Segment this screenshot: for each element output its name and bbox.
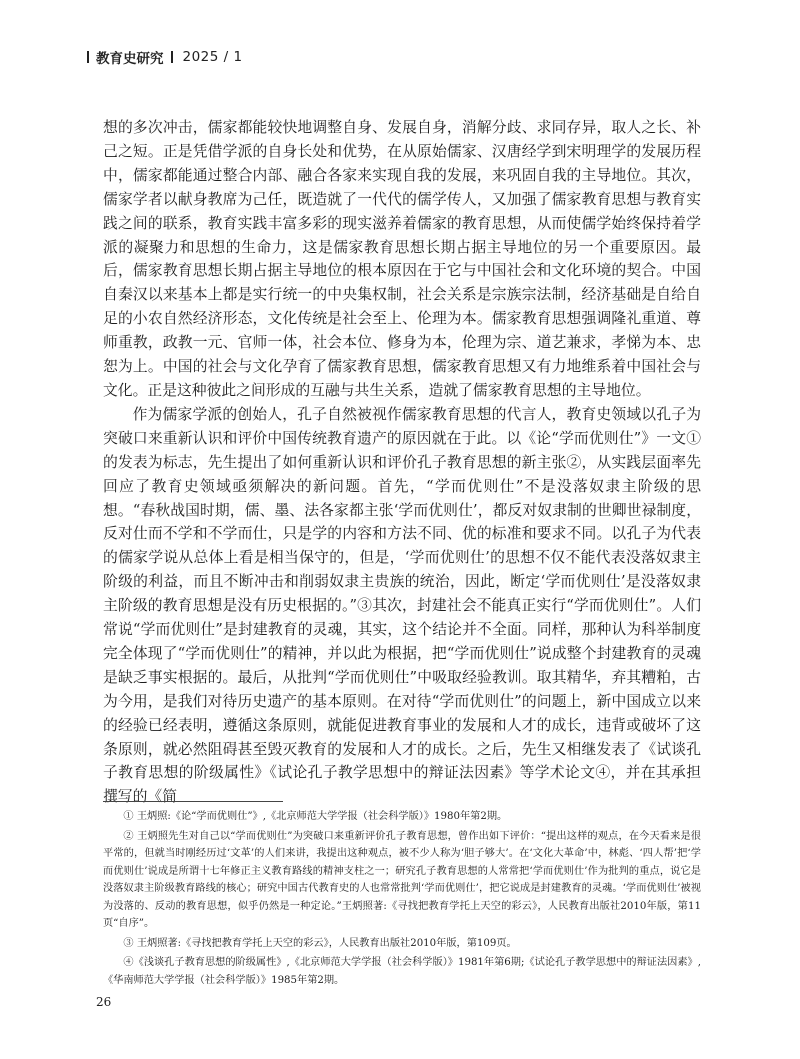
header-bar-right [171, 51, 173, 63]
journal-name: 教育史研究 [96, 51, 164, 67]
paragraph-1: 想的多次冲击，儒家都能较快地调整自身、发展自身，消解分歧、求同存异，取人之长、补己之短。正是凭借学派的自身长处和优势，在从原始儒家、汉唐经学到宋明理学的发展历程中，儒家都能通过整合内部、融合各家来实现自我的发展，来巩固自我的主导地位。其次，儒家学者以献身教席为己任，既造就了一代代的儒学传人，又加强了儒家教育思想与教育实践之间的联系，教育实践丰富多彩的现实滋养着儒家的教育思想，从而使儒学始终保持着学派的凝聚力和思想的生命力，这是儒家教育思想长期占据主导地位的另一个重要原因。最后，儒家教育思想长期占据主导地位的根本原因在于它与中国社会和文化环境的契合。中国自秦汉以来基本上都是实行统一的中央集权制，社会关系是宗族宗法制，经济基础是自给自足的小农自然经济形态，文化传统是社会至上、伦理为本。儒家教育思想强调隆礼重道、尊师重教，政教一元、官师一体，社会本位、修身为本，伦理为宗、道艺兼求，孝悌为本、忠恕为上。中国的社会与文化孕育了儒家教育思想，儒家教育思想又有力地维系着中国社会与文化。正是这种彼此之间形成的互融与共生关系，造就了儒家教育思想的主导地位。 [103, 119, 701, 399]
footnote-3: ③ 王炳照著:《寻找把教育学托上天空的彩云》，人民教育出版社2010年版，第109页。 [123, 937, 517, 949]
running-header [87, 47, 243, 67]
footnote-4: ④《浅谈孔子教育思想的阶级属性》,《北京师范大学学报（社会科学版）》1981年第6期;《试论孔子教学思想中的辩证法因素》,《华南师范大学学报（社会科学版）》1985年第2期。 [103, 957, 701, 986]
footnote-2: ② 王炳照先生对自己以“学而优则仕”为突破口来重新评价孔子教育思想，曾作出如下评价：“提出这样的观点，在今天看来是很平常的，但就当时刚经历过‘文革’的人们来讲，我提出这种观点，被不少人称为‘胆子够大’。在‘文化大革命’中，林彪、‘四人帮’把‘学而优则仕’说成是所谓十七年修正主义教育路线的精神支柱之一；研究孔子教育思想的人常常把‘学而优则仕’作为批判的重点，说它是没落奴隶主阶级教育路线的核心；研究中国古代教育史的人也常常批判‘学而优则仕’，把它说成是封建教育的灵魂。‘学而优则仕’被视为没落的、反动的教育思想，似乎仍然是一种定论。”王炳照著:《寻找把教育学托上天空的彩云》，人民教育出版社2010年版，第11页“自序”。 [103, 830, 701, 929]
footnote-divider [103, 801, 283, 802]
header-bar-left [87, 51, 89, 63]
paragraph-2: 作为儒家学派的创始人，孔子自然被视作儒家教育思想的代言人，教育史领域以孔子为突破口来重新认识和评价中国传统教育遗产的原因就在于此。以《论“学而优则仕”》一文①的发表为标志，先生提出了如何重新认识和评价孔子教育思想的新主张②，从实践层面率先回应了教育史领域亟须解决的新问题。首先，“学而优则仕”不是没落奴隶主阶级的思想。“春秋战国时期，儒、墨、法各家都主张‘学而优则仕’，都反对奴隶制的世卿世禄制度，反对仕而不学和不学而仕，只是学的内容和方法不同、优的标准和要求不同。以孔子为代表的儒家学说从总体上看是相当保守的，但是，‘学而优则仕’的思想不仅不能代表没落奴隶主阶级的利益，而且不断冲击和削弱奴隶主贵族的统治，因此，断定‘学而优则仕’是没落奴隶主阶级的教育思想是没有历史根据的。”③其次，封建社会不能真正实行“学而优则仕”。人们常说“学而优则仕”是封建教育的灵魂，其实，这个结论并不全面。同样，那种认为科举制度完全体现了“学而优则仕”的精神，并以此为根据，把“学而优则仕”说成整个封建教育的灵魂是缺乏事实根据的。最后，从批判“学而优则仕”中吸取经验教训。取其精华，弃其糟粕，古为今用，是我们对待历史遗产的基本原则。在对待“学而优则仕”的问题上，新中国成立以来的经验已经表明，遵循这条原则，就能促进教育事业的发展和人才的成长，违背或破坏了这条原则，就必然阻碍甚至毁灭教育的发展和人才的成长。之后，先生又相继发表了《试谈孔子教育思想的阶级属性》《试论孔子教学思想中的辩证法因素》等学术论文④，并在其承担撰写的《简 [103, 405, 701, 806]
page-number: 26 [96, 995, 112, 1009]
footnotes [103, 808, 701, 991]
footnote-1: ① 王炳照:《论“学而优则仕”》,《北京师范大学学报（社会科学版）》1980年第2期。 [123, 811, 508, 822]
body-text [103, 116, 701, 809]
issue-number: 2025 / 1 [182, 49, 243, 65]
